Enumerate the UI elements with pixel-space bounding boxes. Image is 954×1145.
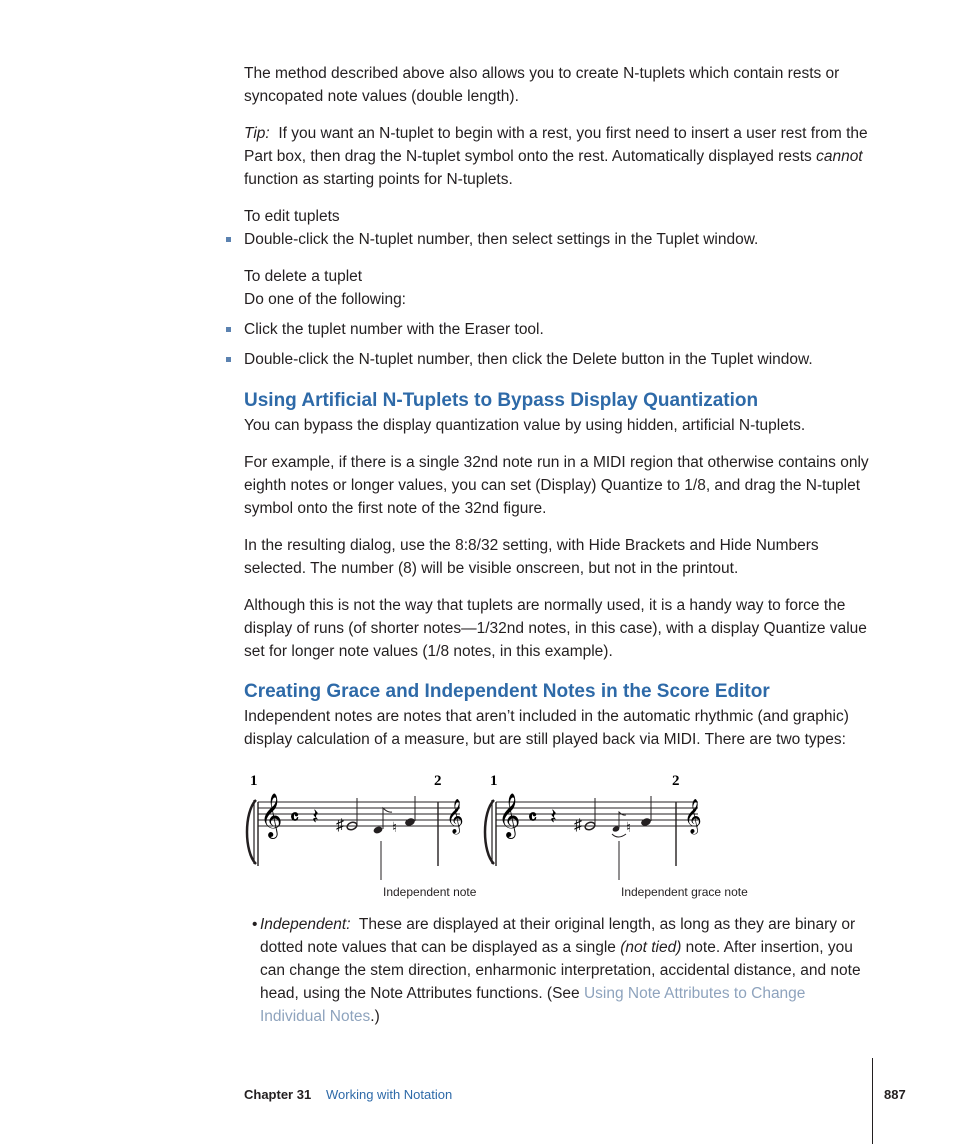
page-number: 887 [884, 1087, 906, 1102]
bullet-square-icon [226, 237, 231, 242]
bullet-square-icon [226, 357, 231, 362]
item-label: Independent: [260, 916, 351, 933]
treble-clef-icon: 𝄞 [498, 795, 521, 837]
delete-bullet-text: Click the tuplet number with the Eraser tool. [244, 321, 544, 338]
footer-chapter-number: Chapter 31 [244, 1087, 312, 1102]
treble-clef-icon: 𝄞 [684, 800, 702, 833]
tip-text: If you want an N-tuplet to begin with a rest, you first need to insert a user rest from the Part box, then drag the N-tuplet symbol onto the rest. Automatically displayed rests [244, 125, 868, 165]
score-example-figure [238, 768, 708, 880]
sharp-icon: ♯ [574, 817, 582, 834]
section-heading-artificial-ntuplets: Using Artificial N-Tuplets to Bypass Display Quantization [244, 390, 759, 411]
intro-paragraph: The method described above also allows you to create N-tuplets which contain rests or syncopated note values (double length). [244, 65, 840, 105]
score-example-independent-grace-note [485, 773, 702, 880]
delete-bullet-text: Double-click the N-tuplet number, then click the Delete button in the Tuplet window. [244, 351, 813, 368]
independent-item-text [260, 913, 875, 1028]
natural-icon: ♮ [392, 821, 398, 836]
time-signature-icon: 𝄴 [528, 807, 537, 829]
score-example-independent-note [247, 773, 464, 880]
item-text-cont: note. After insertion, you can change the stem direction, enharmonic interpretation, accidental distance, and note head, using the Note Attributes functions. (See [260, 939, 861, 1002]
bullet-dot-icon: • [252, 916, 258, 933]
item-emphasis: (not tied) [620, 939, 682, 956]
bullet-square-icon [226, 327, 231, 332]
note-attributes-link[interactable]: Using Note Attributes to Change Individual Notes [260, 985, 806, 1025]
edit-tuplets-heading: To edit tuplets [244, 208, 340, 225]
section1-paragraph-4: Although this is not the way that tuplets are normally used, it is a handy way to force the display of runs (of shorter notes—1/32nd notes, in this case), with a display Quantize value set for longer note values (1/8 notes, in this example). [244, 597, 867, 660]
section1-paragraph-3: In the resulting dialog, use the 8:8/32 setting, with Hide Brackets and Hide Numbers selected. The number (8) will be visible onscreen, but not in the printout. [244, 537, 819, 577]
time-signature-icon: 𝄴 [290, 807, 299, 829]
tip-emphasis: cannot [816, 148, 863, 165]
item-text: These are displayed at their original length, as long as they are binary or dotted note values that can be displayed as a single [260, 916, 856, 956]
bar-number: 2 [672, 773, 680, 789]
footer-divider [872, 1058, 873, 1144]
quarter-rest-icon: 𝄽 [550, 804, 557, 829]
delete-intro: Do one of the following: [244, 291, 406, 308]
section2-paragraph-1: Independent notes are notes that aren’t included in the automatic rhythmic (and graphic) display calculation of a measure, but are still played back via MIDI. There are two types: [244, 708, 849, 748]
tip-text-end: function as starting points for N-tuplets. [244, 171, 513, 188]
section1-paragraph-1: You can bypass the display quantization value by using hidden, artificial N-tuplets. [244, 417, 806, 434]
section-heading-grace-notes: Creating Grace and Independent Notes in the Score Editor [244, 681, 770, 702]
bar-number: 1 [250, 773, 258, 789]
slur-icon [612, 834, 626, 837]
bar-number: 1 [490, 773, 498, 789]
edit-bullet-text: Double-click the N-tuplet number, then select settings in the Tuplet window. [244, 231, 759, 248]
item-text-end: .) [370, 1008, 380, 1025]
bar-number: 2 [434, 773, 442, 789]
caption-independent-note: Independent note [383, 885, 477, 899]
caption-independent-grace-note: Independent grace note [621, 885, 748, 899]
natural-icon: ♮ [626, 821, 632, 836]
tip-paragraph [244, 122, 876, 191]
brace-icon [247, 800, 256, 864]
sharp-icon: ♯ [336, 817, 344, 834]
section1-paragraph-2: For example, if there is a single 32nd note run in a MIDI region that otherwise contains only eighth notes or longer values, you can set (Display) Quantize to 1/8, and drag the N-tuplet symbol onto the first note of the 32nd figure. [244, 454, 869, 517]
footer-chapter-title-link[interactable]: Working with Notation [326, 1087, 453, 1102]
treble-clef-icon: 𝄞 [260, 795, 283, 837]
quarter-rest-icon: 𝄽 [312, 804, 319, 829]
brace-icon [485, 800, 494, 864]
independent-note-head [373, 825, 384, 834]
delete-tuplet-heading: To delete a tuplet [244, 268, 363, 285]
treble-clef-icon: 𝄞 [446, 800, 464, 833]
tip-label: Tip: [244, 125, 270, 142]
